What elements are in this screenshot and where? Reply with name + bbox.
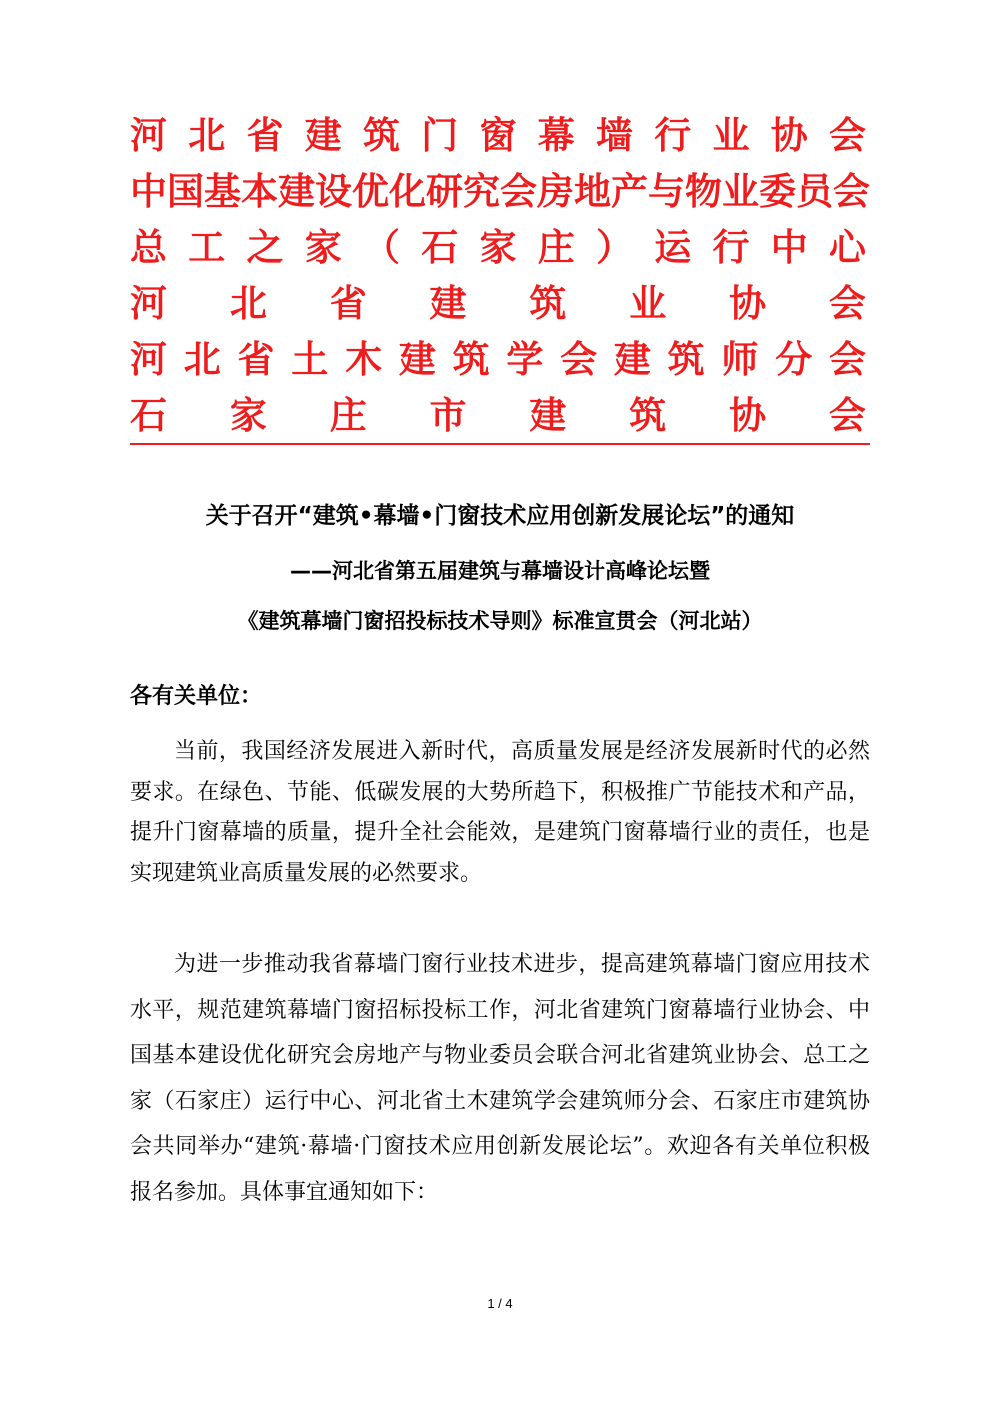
letterhead (130, 108, 870, 444)
letterhead-divider (130, 443, 870, 445)
page-number: 1 / 4 (487, 1296, 513, 1311)
body-paragraph: 为进一步推动我省幕墙门窗行业技术进步，提高建筑幕墙门窗应用技术水平，规范建筑幕墙门窗招标投标工作，河北省建筑门窗幕墙行业协会、中国基本建设优化研究会房地产与物业委员会联合河北省建筑业协会、总工之家（石家庄）运行中心、河北省土木建筑学会建筑师分会、石家庄市建筑协会共同举办“建筑·幕墙·门窗技术应用创新发展论坛”。欢迎各有关单位积极报名参加。具体事宜通知如下： (130, 952, 870, 1205)
body-paragraph: 当前，我国经济发展进入新时代，高质量发展是经济发展新时代的必然要求。在绿色、节能、低碳发展的大势所趋下，积极推广节能技术和产品，提升门窗幕墙的质量，提升全社会能效，是建筑门窗幕墙行业的责任，也是实现建筑业高质量发展的必然要求。 (130, 739, 870, 886)
letterhead-organization: 石 家 庄 市 建 筑 协 会 (130, 394, 866, 437)
letterhead-organization: 中 国 基 本 建 设 优 化 研 究 会 房 地 产 与 物 业 委 员 会 (130, 170, 870, 213)
letterhead-organization: 河 北 省 建 筑 业 协 会 (130, 282, 866, 325)
letterhead-organization: 总 工 之 家 （ 石 家 庄 ） 运 行 中 心 (130, 226, 866, 269)
notice-title: 关于召开“建筑•幕墙•门窗技术应用创新发展论坛”的通知 (205, 503, 795, 529)
notice-subtitle: 《建筑幕墙门窗招投标技术导则》标准宣贯会（河北站） (237, 609, 763, 633)
letterhead-organization: 河 北 省 建 筑 门 窗 幕 墙 行 业 协 会 (130, 114, 866, 157)
salutation: 各有关单位： (130, 684, 263, 709)
notice-subtitle: ——河北省第五届建筑与幕墙设计高峰论坛暨 (290, 559, 710, 583)
letterhead-organization: 河 北 省 土 木 建 筑 学 会 建 筑 师 分 会 (130, 338, 866, 381)
